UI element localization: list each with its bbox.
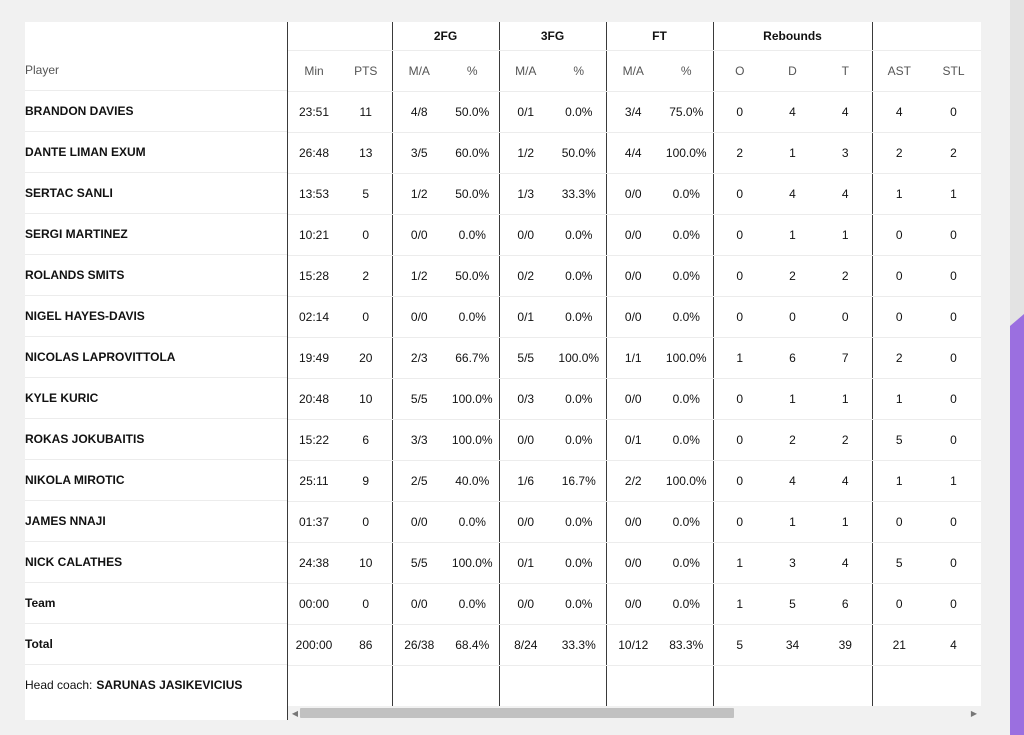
stat-cell: 23:51 <box>288 92 340 133</box>
stat-cell: 20 <box>340 338 392 379</box>
decorative-purple-shape <box>1010 314 1024 735</box>
stat-cell: 5 <box>340 174 392 215</box>
stat-cell: 0 <box>872 297 926 338</box>
stat-cell: 2 <box>819 420 872 461</box>
stat-cell: 33.3% <box>552 174 606 215</box>
stat-cell: 1/1 <box>606 338 660 379</box>
player-name: SERTAC SANLI <box>25 173 287 214</box>
stat-cell: 4 <box>872 92 926 133</box>
stat-cell: 0/0 <box>499 420 552 461</box>
stat-cell: 0.0% <box>660 543 713 584</box>
group-2fg-header: 2FG <box>392 22 499 51</box>
stat-cell: 6 <box>340 420 392 461</box>
stat-cell: 100.0% <box>446 420 499 461</box>
stat-cell: 10 <box>340 379 392 420</box>
stat-cell: 5 <box>713 625 766 666</box>
stat-cell: 24:38 <box>288 543 340 584</box>
stat-cell: 0 <box>713 461 766 502</box>
stat-cell: 0 <box>872 584 926 625</box>
stat-cell: 1 <box>766 379 819 420</box>
stat-cell: 1 <box>713 584 766 625</box>
stat-cell: 1 <box>819 215 872 256</box>
column-header: STL <box>926 51 981 92</box>
stat-cell: 21 <box>872 625 926 666</box>
head-coach-label: Head coach: <box>25 678 93 692</box>
boxscore-panel <box>25 22 981 720</box>
stat-cell: 100.0% <box>660 133 713 174</box>
stat-cell: 0/0 <box>606 543 660 584</box>
stat-cell: 0/1 <box>499 543 552 584</box>
stat-cell: 4 <box>819 174 872 215</box>
stat-cell: 200:00 <box>288 625 340 666</box>
table-row <box>288 256 981 297</box>
player-name: NICK CALATHES <box>25 542 287 583</box>
stat-cell: 0 <box>926 502 981 543</box>
stat-cell: 100.0% <box>552 338 606 379</box>
stat-cell: 4/8 <box>392 92 446 133</box>
stat-cell: 4 <box>766 92 819 133</box>
stat-cell: 4 <box>819 543 872 584</box>
stat-cell: 4 <box>926 625 981 666</box>
sub-header-row <box>288 51 981 92</box>
stat-cell: 10/12 <box>606 625 660 666</box>
column-header: PTS <box>340 51 392 92</box>
table-row <box>288 92 981 133</box>
stat-cell: 100.0% <box>446 379 499 420</box>
stat-cell: 1 <box>766 215 819 256</box>
stat-cell: 0.0% <box>446 297 499 338</box>
stat-cell: 100.0% <box>660 338 713 379</box>
stat-cell: 26:48 <box>288 133 340 174</box>
stat-cell: 25:11 <box>288 461 340 502</box>
stat-cell: 5/5 <box>392 543 446 584</box>
stat-cell: 0/0 <box>392 584 446 625</box>
stat-cell: 1 <box>872 461 926 502</box>
stat-cell: 0.0% <box>660 215 713 256</box>
stat-cell: 0/0 <box>499 584 552 625</box>
stat-cell: 10:21 <box>288 215 340 256</box>
stat-cell: 60.0% <box>446 133 499 174</box>
stat-cell: 0/0 <box>606 174 660 215</box>
head-coach-name: SARUNAS JASIKEVICIUS <box>96 678 243 692</box>
stat-cell: 0/0 <box>499 502 552 543</box>
stat-cell: 3 <box>766 543 819 584</box>
stat-cell: 0 <box>713 297 766 338</box>
stat-cell: 1 <box>766 133 819 174</box>
stat-cell: 0/1 <box>499 92 552 133</box>
stat-cell: 1 <box>872 174 926 215</box>
stat-cell: 0 <box>926 215 981 256</box>
column-header: D <box>766 51 819 92</box>
stat-cell: 0 <box>713 502 766 543</box>
stat-cell: 7 <box>819 338 872 379</box>
stat-cell: 0/0 <box>606 215 660 256</box>
table-row <box>288 379 981 420</box>
stat-cell: 0/0 <box>392 502 446 543</box>
player-name: JAMES NNAJI <box>25 501 287 542</box>
stat-cell: 50.0% <box>446 174 499 215</box>
player-name: DANTE LIMAN EXUM <box>25 132 287 173</box>
stat-cell: 0 <box>926 338 981 379</box>
stat-cell: 0 <box>340 297 392 338</box>
stat-cell: 2/5 <box>392 461 446 502</box>
stat-cell: 39 <box>819 625 872 666</box>
scrollbar-thumb[interactable] <box>300 708 734 718</box>
column-header: % <box>660 51 713 92</box>
stat-cell: 3/5 <box>392 133 446 174</box>
stat-cell: 4/4 <box>606 133 660 174</box>
stat-cell: 68.4% <box>446 625 499 666</box>
stat-cell: 9 <box>340 461 392 502</box>
column-header: O <box>713 51 766 92</box>
stat-cell: 19:49 <box>288 338 340 379</box>
stats-table <box>288 22 981 706</box>
table-row <box>288 133 981 174</box>
table-row <box>288 215 981 256</box>
table-row <box>288 174 981 215</box>
stat-cell: 0.0% <box>660 297 713 338</box>
player-name: Team <box>25 583 287 624</box>
stat-cell: 0 <box>819 297 872 338</box>
stat-cell: 10 <box>340 543 392 584</box>
stat-cell: 0/2 <box>499 256 552 297</box>
column-header: % <box>446 51 499 92</box>
table-row <box>288 625 981 666</box>
stat-cell: 2 <box>340 256 392 297</box>
player-name: NIGEL HAYES-DAVIS <box>25 296 287 337</box>
stat-cell: 1 <box>819 379 872 420</box>
stat-cell: 5 <box>872 420 926 461</box>
player-name: SERGI MARTINEZ <box>25 214 287 255</box>
stat-cell: 0/0 <box>606 502 660 543</box>
stat-cell: 3 <box>819 133 872 174</box>
stat-cell: 1 <box>872 379 926 420</box>
stat-cell: 20:48 <box>288 379 340 420</box>
stat-cell: 02:14 <box>288 297 340 338</box>
stat-cell: 1 <box>926 461 981 502</box>
stat-cell: 26/38 <box>392 625 446 666</box>
player-column-header: Player <box>25 50 287 91</box>
stat-cell: 0 <box>926 420 981 461</box>
column-header: M/A <box>606 51 660 92</box>
stat-cell: 0 <box>713 174 766 215</box>
stat-cell: 0 <box>926 92 981 133</box>
stat-cell: 100.0% <box>660 461 713 502</box>
head-coach-line <box>25 665 287 705</box>
stat-cell: 0 <box>713 420 766 461</box>
player-name: BRANDON DAVIES <box>25 91 287 132</box>
stat-cell: 83.3% <box>660 625 713 666</box>
column-header: AST <box>872 51 926 92</box>
player-name: ROLANDS SMITS <box>25 255 287 296</box>
stat-cell: 1/2 <box>392 256 446 297</box>
stat-cell: 2 <box>819 256 872 297</box>
stat-cell: 0 <box>872 215 926 256</box>
stat-cell: 75.0% <box>660 92 713 133</box>
stat-cell: 13:53 <box>288 174 340 215</box>
stat-cell: 1 <box>713 543 766 584</box>
stat-cell: 0 <box>926 379 981 420</box>
stat-cell: 2 <box>872 133 926 174</box>
group-rebounds-header: Rebounds <box>713 22 872 51</box>
stat-cell: 0.0% <box>660 420 713 461</box>
stat-cell: 15:28 <box>288 256 340 297</box>
stat-cell: 4 <box>819 92 872 133</box>
stat-cell: 0 <box>926 297 981 338</box>
stat-cell: 0.0% <box>552 256 606 297</box>
stat-cell: 0/0 <box>606 584 660 625</box>
stat-cell: 0.0% <box>446 502 499 543</box>
stat-cell: 1 <box>766 502 819 543</box>
stat-cell: 01:37 <box>288 502 340 543</box>
stat-cell: 66.7% <box>446 338 499 379</box>
scroll-right-icon[interactable]: ▶ <box>970 708 978 718</box>
stat-cell: 2/2 <box>606 461 660 502</box>
stat-cell: 0.0% <box>446 584 499 625</box>
stat-cell: 34 <box>766 625 819 666</box>
stat-cell: 15:22 <box>288 420 340 461</box>
stat-cell: 86 <box>340 625 392 666</box>
column-header: Min <box>288 51 340 92</box>
player-name: NIKOLA MIROTIC <box>25 460 287 501</box>
group-3fg-header: 3FG <box>499 22 606 51</box>
stat-cell: 11 <box>340 92 392 133</box>
stat-cell: 1/2 <box>499 133 552 174</box>
column-header: % <box>552 51 606 92</box>
stat-cell: 2 <box>713 133 766 174</box>
stat-cell: 0 <box>766 297 819 338</box>
stat-cell: 0.0% <box>660 584 713 625</box>
stat-cell: 0/1 <box>499 297 552 338</box>
stat-cell: 8/24 <box>499 625 552 666</box>
stat-cell: 4 <box>819 461 872 502</box>
stat-cell: 00:00 <box>288 584 340 625</box>
table-row <box>288 297 981 338</box>
stat-cell: 0/0 <box>392 215 446 256</box>
stat-cell: 1/3 <box>499 174 552 215</box>
stat-cell: 1 <box>819 502 872 543</box>
stat-cell: 1 <box>713 338 766 379</box>
stat-cell: 0.0% <box>552 584 606 625</box>
stat-cell: 5/5 <box>499 338 552 379</box>
stat-cell: 4 <box>766 174 819 215</box>
column-header: M/A <box>392 51 446 92</box>
table-row <box>288 461 981 502</box>
stat-cell: 3/3 <box>392 420 446 461</box>
stat-cell: 6 <box>766 338 819 379</box>
stat-cell: 0 <box>713 215 766 256</box>
stat-cell: 0/0 <box>606 256 660 297</box>
stat-cell: 0.0% <box>552 215 606 256</box>
table-row <box>288 543 981 584</box>
stat-cell: 0.0% <box>660 174 713 215</box>
horizontal-scrollbar[interactable] <box>288 706 981 720</box>
stat-cell: 2/3 <box>392 338 446 379</box>
stat-cell: 0.0% <box>552 420 606 461</box>
stat-cell: 0.0% <box>552 92 606 133</box>
table-row <box>288 502 981 543</box>
stat-cell: 0 <box>340 215 392 256</box>
stat-cell: 0.0% <box>660 502 713 543</box>
stat-cell: 0.0% <box>552 297 606 338</box>
stat-cell: 6 <box>819 584 872 625</box>
stat-cell: 0/0 <box>606 297 660 338</box>
player-name: NICOLAS LAPROVITTOLA <box>25 337 287 378</box>
stats-scroll-area[interactable] <box>288 22 981 706</box>
stat-cell: 0 <box>926 256 981 297</box>
group-ft-header: FT <box>606 22 713 51</box>
stat-cell: 40.0% <box>446 461 499 502</box>
stat-cell: 0.0% <box>552 379 606 420</box>
stat-cell: 0.0% <box>552 502 606 543</box>
filler-row <box>288 666 981 707</box>
stat-cell: 16.7% <box>552 461 606 502</box>
stat-cell: 0.0% <box>660 256 713 297</box>
stat-cell: 2 <box>766 256 819 297</box>
stat-cell: 5 <box>872 543 926 584</box>
stat-cell: 0.0% <box>446 215 499 256</box>
table-row <box>288 338 981 379</box>
stat-cell: 1/2 <box>392 174 446 215</box>
stat-cell: 0.0% <box>552 543 606 584</box>
stat-cell: 5 <box>766 584 819 625</box>
table-row <box>288 584 981 625</box>
stat-cell: 0/1 <box>606 420 660 461</box>
scroll-left-icon[interactable]: ◀ <box>291 708 299 718</box>
column-header: T <box>819 51 872 92</box>
player-name: Total <box>25 624 287 665</box>
stat-cell: 0 <box>713 379 766 420</box>
stat-cell: 50.0% <box>446 256 499 297</box>
stat-cell: 0 <box>926 543 981 584</box>
stat-cell: 0 <box>872 256 926 297</box>
stat-cell: 0 <box>872 502 926 543</box>
stat-cell: 50.0% <box>446 92 499 133</box>
stat-cell: 13 <box>340 133 392 174</box>
stat-cell: 5/5 <box>392 379 446 420</box>
stat-cell: 4 <box>766 461 819 502</box>
player-name: KYLE KURIC <box>25 378 287 419</box>
player-name: ROKAS JOKUBAITIS <box>25 419 287 460</box>
stat-cell: 0 <box>340 584 392 625</box>
stat-cell: 100.0% <box>446 543 499 584</box>
column-header: M/A <box>499 51 552 92</box>
player-column <box>25 22 288 720</box>
stat-cell: 1/6 <box>499 461 552 502</box>
stat-cell: 0/0 <box>606 379 660 420</box>
stat-cell: 2 <box>766 420 819 461</box>
stat-cell: 2 <box>926 133 981 174</box>
stat-cell: 0 <box>926 584 981 625</box>
stat-cell: 3/4 <box>606 92 660 133</box>
stat-cell: 0 <box>340 502 392 543</box>
stat-cell: 50.0% <box>552 133 606 174</box>
stat-cell: 1 <box>926 174 981 215</box>
stat-cell: 0/0 <box>499 215 552 256</box>
stat-cell: 0/3 <box>499 379 552 420</box>
stat-cell: 2 <box>872 338 926 379</box>
stat-cell: 0 <box>713 256 766 297</box>
stat-cell: 0/0 <box>392 297 446 338</box>
table-row <box>288 420 981 461</box>
stat-cell: 33.3% <box>552 625 606 666</box>
stat-cell: 0.0% <box>660 379 713 420</box>
stat-cell: 0 <box>713 92 766 133</box>
